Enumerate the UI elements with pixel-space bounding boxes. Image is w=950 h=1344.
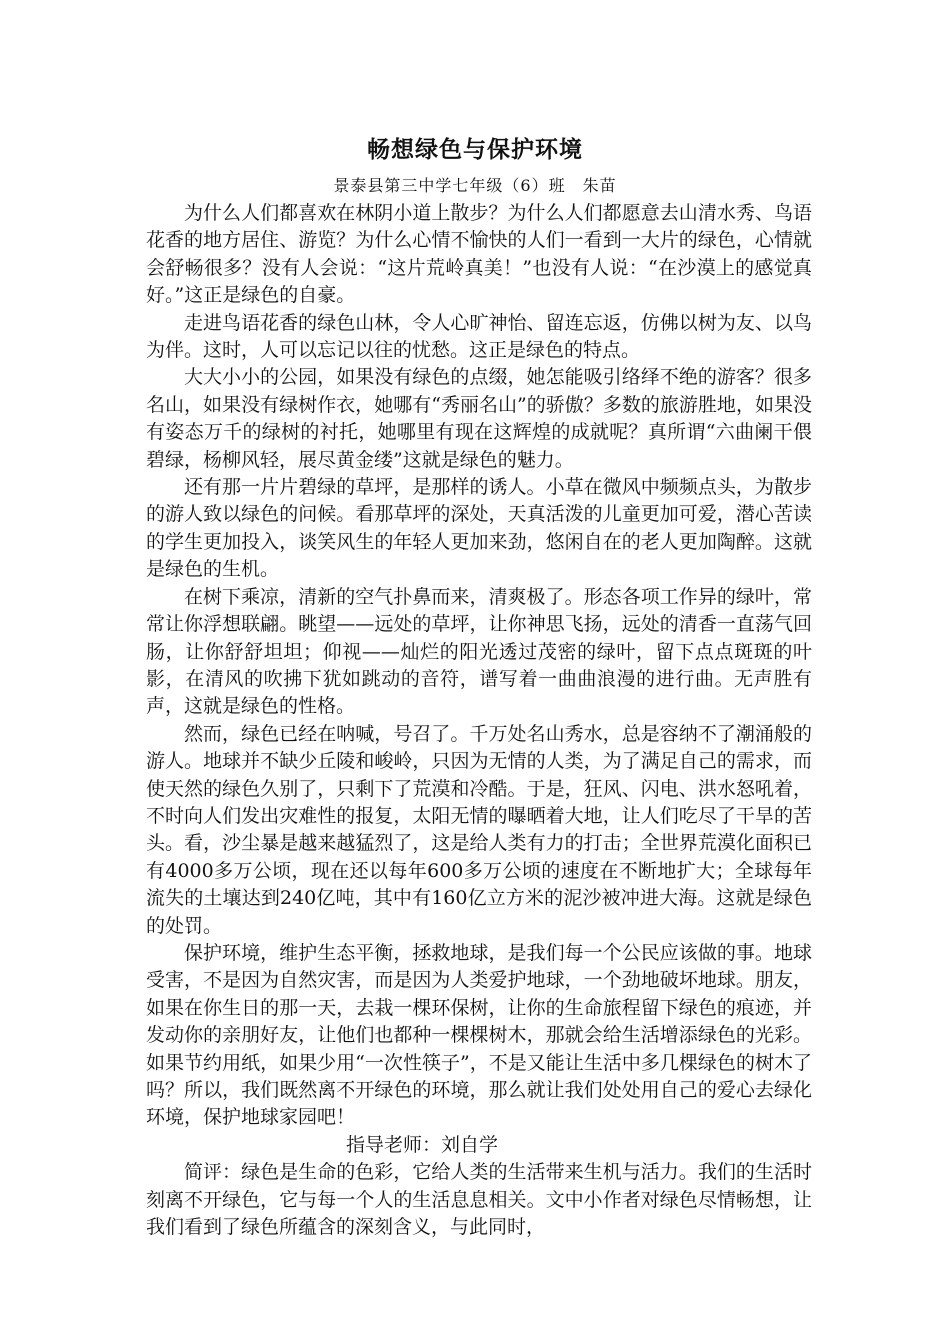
teacher-credit: 指导老师：刘自学 — [346, 1133, 499, 1156]
paragraph: 然而，绿色已经在呐喊，号召了。千万处名山秀水，总是容纳不了潮涌般的游人。地球并不缺少丘陵和峻岭，只因为无情的人类，为了满足自己的需求，而使天然的绿色久别了，只剩下了荒漠和冷酷。于是，狂风、闪电、洪水怒吼着，不时向人们发出灾难性的报复，太阳无情的曝晒着大地，让人们吃尽了干旱的苦头。看，沙尘暴是越来越猛烈了，这是给人类有力的打击；全世界荒漠化面积已有4000多万公顷，现在还以每年600多万公顷的速度在不断地扩大；全球每年流失的土壤达到240亿吨，其中有160亿立方米的泥沙被冲进大海。这就是绿色的处罚。 — [146, 722, 812, 937]
paragraph: 为什么人们都喜欢在林阴小道上散步？为什么人们都愿意去山清水秀、鸟语花香的地方居住、游览？为什么心情不愉快的人们一看到一大片的绿色，心情就会舒畅很多？没有人会说：“这片荒岭真美！”也没有人说：“在沙漠上的感觉真好。”这正是绿色的自豪。 — [146, 202, 812, 307]
paragraph: 还有那一片片碧绿的草坪，是那样的诱人。小草在微风中频频点头，为散步的游人致以绿色的问候。看那草坪的深处，天真活泼的儿童更加可爱，潜心苦读的学生更加投入，谈笑风生的年轻人更加来劲，悠闲自在的老人更加陶醉。这就是绿色的生机。 — [146, 476, 812, 581]
paragraph: 走进鸟语花香的绿色山林，令人心旷神怡、留连忘返，仿佛以树为友、以鸟为伴。这时，人可以忘记以往的忧愁。这正是绿色的特点。 — [146, 311, 812, 362]
document-title: 畅想绿色与保护环境 — [367, 136, 583, 163]
paragraph: 在树下乘凉，清新的空气扑鼻而来，清爽极了。形态各项工作异的绿叶，常常让你浮想联翩。眺望——远处的草坪，让你神思飞扬，远处的清香一直荡气回肠，让你舒舒坦坦；仰视——灿烂的阳光透过茂密的绿叶，留下点点斑斑的叶影，在清风的吹拂下犹如跳动的音符，谱写着一曲曲浪漫的进行曲。无声胜有声，这就是绿色的性格。 — [146, 585, 812, 718]
review-paragraph: 简评：绿色是生命的色彩，它给人类的生活带来生机与活力。我们的生活时刻离不开绿色，它与每一个人的生活息息相关。文中小作者对绿色尽情畅想，让我们看到了绿色所蕴含的深刻含义，与此同时， — [146, 1161, 812, 1239]
document-body — [146, 200, 812, 1241]
paragraph: 保护环境，维护生态平衡，拯救地球，是我们每一个公民应该做的事。地球受害，不是因为自然灾害，而是因为人类爱护地球，一个劲地破坏地球。朋友，如果在你生日的那一天，去栽一棵环保树，让你的生命旅程留下绿色的痕迹，并发动你的亲朋好友，让他们也都种一棵棵树木，那就会给生活增添绿色的光彩。如果节约用纸，如果少用“一次性筷子”，不是又能让生活中多几棵绿色的树木了吗？所以，我们既然离不开绿色的环境，那么就让我们处处用自己的爱心去绿化环境，保护地球家园吧！ — [146, 941, 812, 1129]
paragraph: 大大小小的公园，如果没有绿色的点缀，她怎能吸引络绎不绝的游客？很多名山，如果没有绿树作衣，她哪有“秀丽名山”的骄傲？多数的旅游胜地，如果没有姿态万千的绿树的衬托，她哪里有现在这辉煌的成就呢？真所谓“六曲阑干偎碧绿，杨柳风轻，展尽黄金缕”这就是绿色的魅力。 — [146, 366, 812, 471]
author-byline: 景泰县第三中学七年级（6）班 朱苗 — [333, 176, 617, 195]
